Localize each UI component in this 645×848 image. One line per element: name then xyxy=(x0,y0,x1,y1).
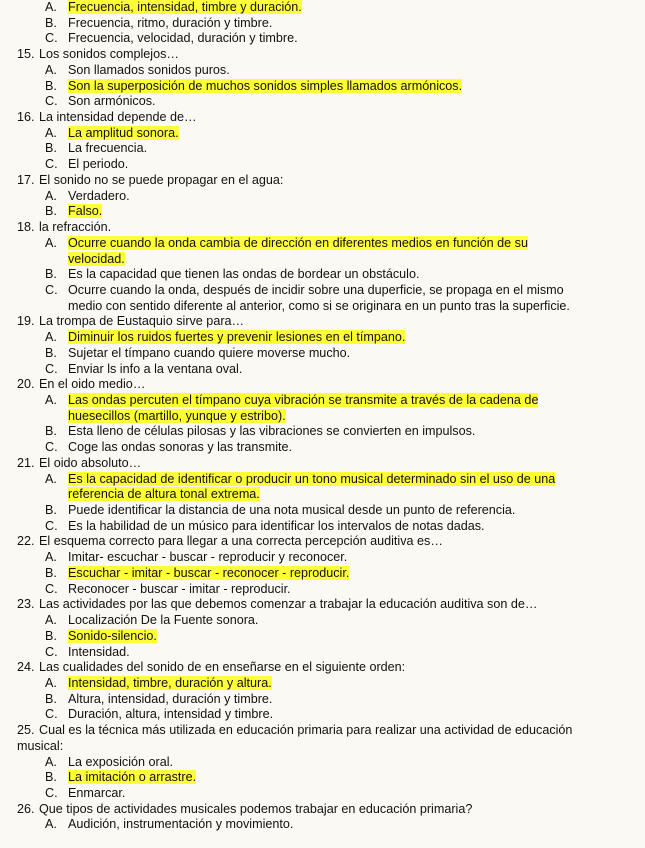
option-text: Es la habilidad de un músico para identificar los intervalos de notas dadas. xyxy=(68,518,485,533)
option-letter: B. xyxy=(45,345,57,360)
answer-option xyxy=(45,519,485,534)
answer-option xyxy=(45,786,125,801)
option-letter: C. xyxy=(45,282,58,297)
option-letter: C. xyxy=(45,644,58,659)
option-text: Es la capacidad que tienen las ondas de bordear un obstáculo. xyxy=(68,267,420,282)
answer-option xyxy=(45,31,298,46)
option-letter: C. xyxy=(45,94,58,109)
question-number: 23. xyxy=(17,597,35,612)
option-letter: C. xyxy=(45,707,58,722)
option-letter: A. xyxy=(45,393,57,407)
option-text: Frecuencia, ritmo, duración y timbre. xyxy=(68,15,273,30)
answer-option xyxy=(45,707,273,722)
question-text: Cual es la técnica más utilizada en educación primaria para realizar una actividad de educación xyxy=(39,723,573,738)
option-letter: B. xyxy=(45,565,57,580)
option-letter: A. xyxy=(45,754,57,769)
option-letter: B. xyxy=(45,78,57,93)
option-letter: C. xyxy=(45,581,58,596)
answer-option xyxy=(45,63,230,78)
option-text: Localización De la Fuente sonora. xyxy=(68,613,259,628)
answer-option xyxy=(45,204,102,219)
option-letter: B. xyxy=(45,204,57,219)
question-line xyxy=(17,456,141,471)
answer-option xyxy=(45,692,272,707)
question-text: El oido absoluto… xyxy=(39,455,142,470)
answer-option xyxy=(45,503,515,518)
option-letter: A. xyxy=(45,125,57,140)
answer-option xyxy=(45,189,130,204)
option-text-highlighted: Diminuir los ruidos fuertes y prevenir lesiones en el tímpano. xyxy=(68,330,406,345)
answer-option xyxy=(45,770,196,785)
question-number: 24. xyxy=(17,660,35,675)
option-text-highlighted: Falso. xyxy=(68,204,103,219)
answer-option xyxy=(45,566,349,581)
option-letter: C. xyxy=(45,31,58,46)
option-text-highlighted: referencia de altura tonal extrema. xyxy=(68,487,260,502)
option-text: Sujetar el tímpano cuando quiere moverse mucho. xyxy=(68,345,351,360)
question-line xyxy=(17,314,244,329)
option-continuation xyxy=(68,409,286,424)
option-text-highlighted: velocidad. xyxy=(68,251,125,266)
answer-option xyxy=(45,424,475,439)
answer-option xyxy=(45,472,555,487)
question-line xyxy=(17,739,63,754)
question-line xyxy=(17,173,283,188)
answer-option xyxy=(45,157,128,172)
option-text: Esta lleno de células pilosas y las vibraciones se convierten en impulsos. xyxy=(68,424,476,439)
answer-option xyxy=(45,613,258,628)
option-text: La exposición oral. xyxy=(68,754,174,769)
option-text: Intensidad. xyxy=(68,644,130,659)
question-line xyxy=(17,660,405,675)
option-text: Imitar- escuchar - buscar - reproducir y reconocer. xyxy=(68,550,348,565)
answer-option xyxy=(45,817,293,832)
option-letter: B. xyxy=(45,424,57,439)
answer-option xyxy=(45,267,419,282)
option-letter: B. xyxy=(45,15,57,30)
option-letter: A. xyxy=(45,550,57,565)
question-text: Que tipos de actividades musicales podemos trabajar en educación primaria? xyxy=(39,801,473,816)
option-letter: B. xyxy=(45,770,57,785)
option-text-highlighted: Ocurre cuando la onda cambia de dirección en diferentes medios en función de su xyxy=(68,235,528,250)
answer-option xyxy=(45,283,564,298)
answer-option xyxy=(45,582,291,597)
option-letter: C. xyxy=(45,361,58,376)
answer-option xyxy=(45,0,302,15)
question-line xyxy=(17,110,197,125)
option-text: Reconocer - buscar - imitar - reproducir. xyxy=(68,581,291,596)
option-letter: C. xyxy=(45,157,58,172)
option-text-highlighted: La amplitud sonora. xyxy=(68,125,179,140)
question-text: El esquema correcto para llegar a una correcta percepción auditiva es… xyxy=(39,534,443,549)
question-line xyxy=(17,723,572,738)
option-letter: B. xyxy=(45,503,57,518)
option-text-highlighted: Intensidad, timbre, duración y altura. xyxy=(68,675,272,690)
option-text: Son llamados sonidos puros. xyxy=(68,62,230,77)
option-letter: B. xyxy=(45,628,57,643)
question-number: 19. xyxy=(17,314,35,329)
question-text: la refracción. xyxy=(39,220,112,235)
option-letter: A. xyxy=(45,675,57,690)
option-text: Audición, instrumentación y movimiento. xyxy=(68,817,294,832)
question-text: Los sonidos complejos… xyxy=(39,47,180,62)
question-line xyxy=(17,597,537,612)
answer-option xyxy=(45,550,347,565)
question-text: musical: xyxy=(17,738,64,753)
option-text: Verdadero. xyxy=(68,188,130,203)
option-letter: A. xyxy=(45,62,57,77)
option-text-highlighted: Sonido-silencio. xyxy=(68,628,157,643)
answer-option xyxy=(45,330,405,345)
option-text: El periodo. xyxy=(68,157,129,172)
option-continuation xyxy=(68,299,570,314)
question-number: 25. xyxy=(17,723,35,738)
option-text-highlighted: Frecuencia, intensidad, timbre y duración. xyxy=(68,0,302,14)
answer-option xyxy=(45,79,462,94)
question-number: 17. xyxy=(17,172,35,187)
option-letter: A. xyxy=(45,0,57,14)
option-letter: A. xyxy=(45,471,57,486)
question-text: El sonido no se puede propagar en el agua: xyxy=(39,172,284,187)
option-letter: A. xyxy=(45,817,57,832)
question-text: Las actividades por las que debemos comenzar a trabajar la educación auditiva son de… xyxy=(39,597,538,612)
question-text: Las cualidades del sonido de en enseñarse en el siguiente orden: xyxy=(39,660,406,675)
option-text: Ocurre cuando la onda, después de incidir sobre una duperficie, se propaga en el mismo xyxy=(68,282,564,297)
answer-option xyxy=(45,755,173,770)
answer-option xyxy=(45,362,242,377)
answer-option xyxy=(45,16,272,31)
question-text: La trompa de Eustaquio sirve para… xyxy=(39,314,245,329)
option-text: La frecuencia. xyxy=(68,141,148,156)
option-letter: C. xyxy=(45,518,58,533)
option-letter: A. xyxy=(45,330,57,345)
answer-option xyxy=(45,645,130,660)
option-text-highlighted: Escuchar - imitar - buscar - reconocer - reproducir. xyxy=(68,565,350,580)
question-number: 20. xyxy=(17,377,35,392)
question-number: 21. xyxy=(17,455,35,470)
option-text: Enviar ls info a la ventana oval. xyxy=(68,361,243,376)
answer-option xyxy=(45,676,272,691)
question-number: 26. xyxy=(17,801,35,816)
question-line xyxy=(17,220,111,235)
option-continuation xyxy=(68,252,125,267)
option-text: Frecuencia, velocidad, duración y timbre. xyxy=(68,31,298,46)
option-letter: C. xyxy=(45,786,58,800)
question-number: 15. xyxy=(17,47,35,62)
question-number: 18. xyxy=(17,220,35,235)
question-line xyxy=(17,802,472,817)
option-text: Puede identificar la distancia de una nota musical desde un punto de referencia. xyxy=(68,503,516,518)
option-text-highlighted: Son la superposición de muchos sonidos simples llamados armónicos. xyxy=(68,78,463,93)
option-text: medio con sentido diferente al anterior, como si se originara en un punto tras la superficie. xyxy=(68,298,570,313)
question-text: La intensidad depende de… xyxy=(39,110,197,125)
answer-option xyxy=(45,346,350,361)
answer-option xyxy=(45,94,156,109)
option-text-highlighted: huesecillos (martillo, yunque y estribo). xyxy=(68,408,286,423)
question-text: En el oido medio… xyxy=(39,377,146,392)
option-text: Enmarcar. xyxy=(68,786,126,800)
option-text: Altura, intensidad, duración y timbre. xyxy=(68,691,273,706)
option-text: Duración, altura, intensidad y timbre. xyxy=(68,707,274,722)
option-letter: B. xyxy=(45,691,57,706)
option-text: Coge las ondas sonoras y las transmite. xyxy=(68,440,293,455)
answer-option xyxy=(45,141,147,156)
option-text-highlighted: La imitación o arrastre. xyxy=(68,770,197,785)
question-line xyxy=(17,377,145,392)
answer-option xyxy=(45,236,528,251)
option-letter: B. xyxy=(45,141,57,156)
option-continuation xyxy=(68,487,260,502)
option-text-highlighted: Es la capacidad de identificar o producir un tono musical determinado sin el uso de una xyxy=(68,471,556,486)
question-number: 22. xyxy=(17,534,35,549)
option-text-highlighted: Las ondas percuten el tímpano cuya vibración se transmite a través de la cadena de xyxy=(68,393,539,407)
answer-option xyxy=(45,393,538,408)
answer-option xyxy=(45,629,157,644)
option-letter: A. xyxy=(45,235,57,250)
option-text: Son armónicos. xyxy=(68,94,156,109)
question-line xyxy=(17,47,179,62)
question-line xyxy=(17,534,443,549)
option-letter: A. xyxy=(45,188,57,203)
question-number: 16. xyxy=(17,110,35,125)
answer-option xyxy=(45,126,179,141)
answer-option xyxy=(45,440,292,455)
option-letter: A. xyxy=(45,613,57,628)
option-letter: B. xyxy=(45,267,57,282)
option-letter: C. xyxy=(45,440,58,455)
